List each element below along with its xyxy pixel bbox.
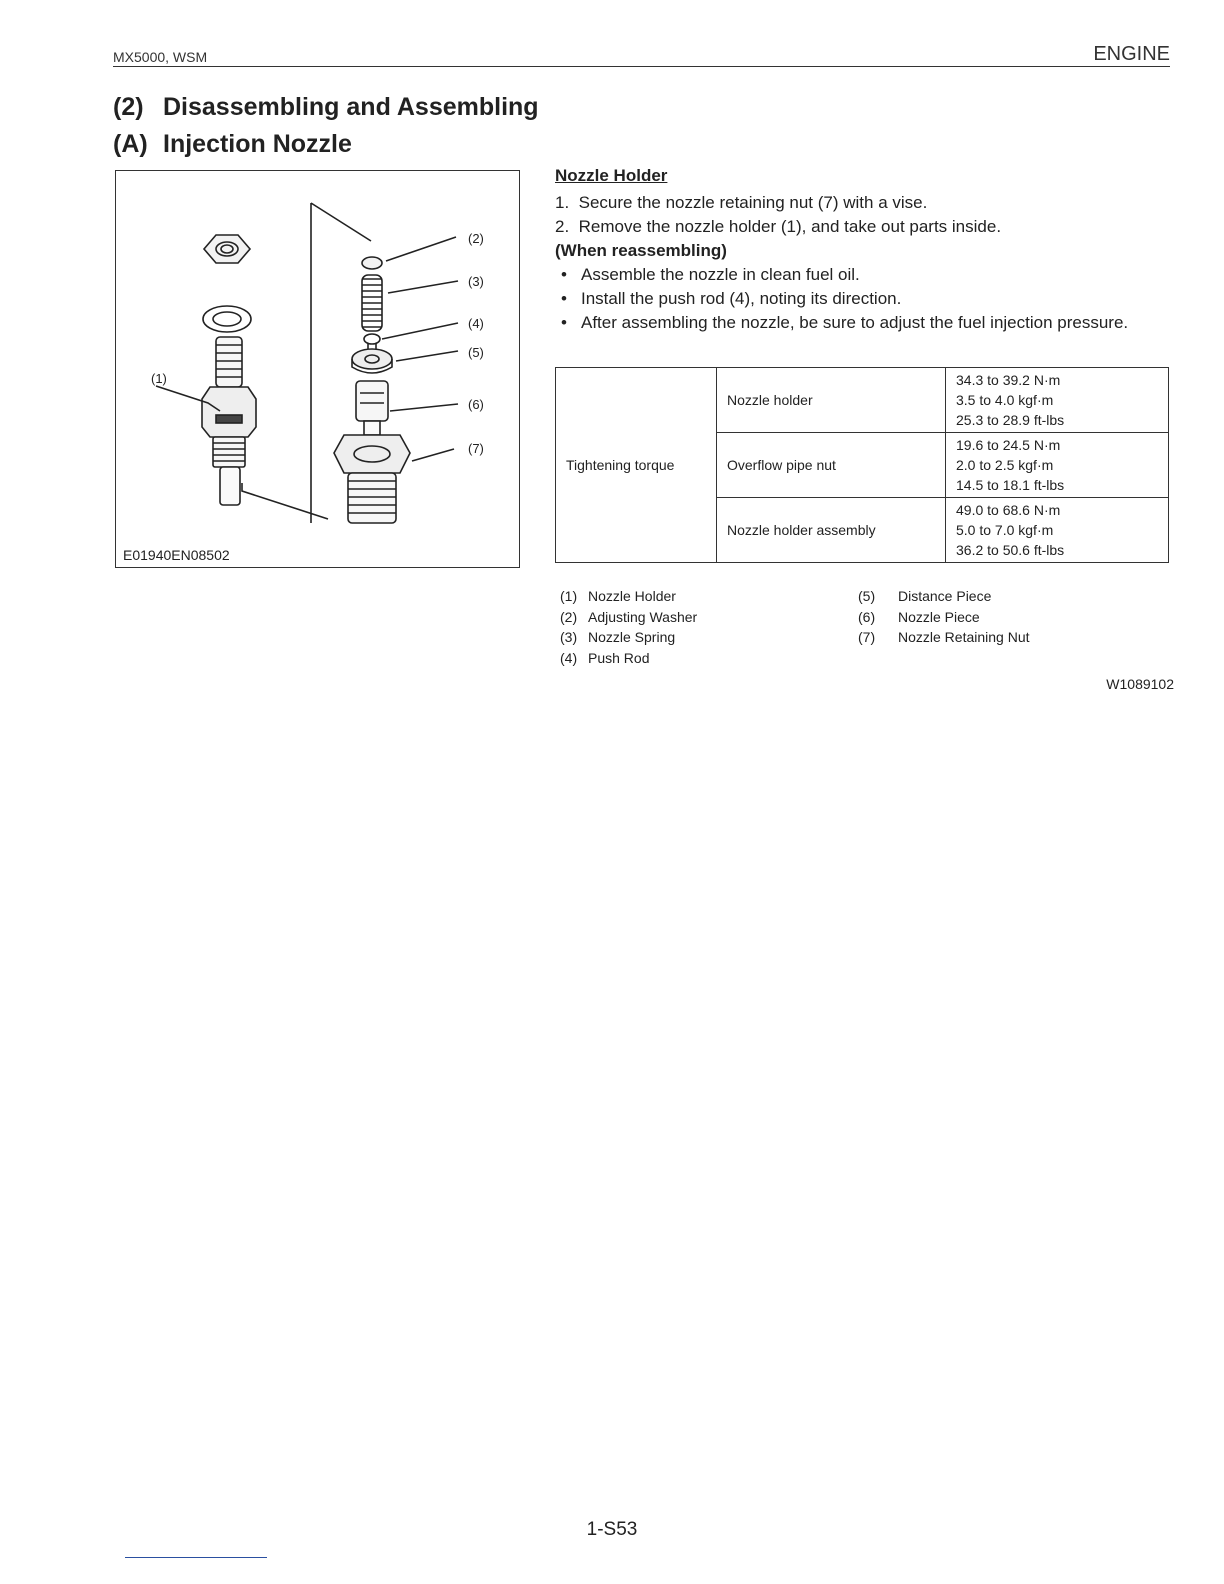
- legend-number: (7): [858, 629, 876, 645]
- callout-1: (1): [151, 371, 167, 386]
- nozzle-holder-drawing: [202, 337, 256, 505]
- legend-label: Push Rod: [588, 649, 650, 666]
- header-manual-name: MX5000, WSM: [113, 49, 208, 65]
- torque-value-kgfm: 2.0 to 2.5 kgf·m: [956, 457, 1054, 473]
- nozzle-exploded-drawing: [116, 171, 519, 567]
- step-number: 2.: [555, 217, 570, 236]
- section-heading: [113, 93, 539, 122]
- subsection-title: Injection Nozzle: [163, 130, 352, 158]
- subsection-number: (A): [113, 130, 148, 158]
- bullet-item: [555, 313, 1175, 333]
- step-number: 1.: [555, 193, 570, 212]
- nozzle-spring-drawing: [362, 275, 382, 331]
- table-row: [556, 368, 1169, 433]
- top-nut-drawing: [204, 235, 250, 263]
- legend-label: Nozzle Piece: [898, 608, 980, 625]
- page-number: 1-S53: [586, 1519, 638, 1540]
- legend-label: Nozzle Holder: [588, 588, 676, 604]
- legend-label: Adjusting Washer: [588, 608, 698, 625]
- torque-item: Nozzle holder: [717, 368, 946, 433]
- torque-value-ftlbs: 25.3 to 28.9 ft-lbs: [956, 412, 1065, 428]
- step-text: Remove the nozzle holder (1), and take out parts inside.: [578, 217, 1002, 236]
- legend-item: [560, 648, 697, 669]
- torque-value-ftlbs: 36.2 to 50.6 ft-lbs: [956, 542, 1065, 558]
- callout-2: (2): [468, 231, 484, 246]
- legend-number: (5): [858, 588, 876, 604]
- legend-number: (3): [560, 629, 578, 645]
- callout-7: (7): [468, 441, 484, 456]
- exploded-view-figure: [115, 170, 520, 568]
- adjusting-washer-drawing: [362, 257, 382, 269]
- torque-value-kgfm: 5.0 to 7.0 kgf·m: [956, 522, 1054, 538]
- reference-code: W1089102: [1106, 676, 1174, 692]
- bullet-text: After assembling the nozzle, be sure to adjust the fuel injection pressure.: [581, 313, 1129, 332]
- callout-5: (5): [468, 345, 484, 360]
- bullet-item: [555, 289, 1175, 309]
- procedure-step: [555, 217, 1175, 237]
- legend-item: [858, 607, 1030, 628]
- section-number: (2): [113, 93, 144, 121]
- step-text: Secure the nozzle retaining nut (7) with a vise.: [578, 193, 928, 212]
- callout-4: (4): [468, 316, 484, 331]
- legend-label: Nozzle Spring: [588, 629, 676, 645]
- bullet-text: Install the push rod (4), noting its direction.: [581, 289, 902, 308]
- legend-number: (2): [560, 608, 578, 625]
- torque-label: Tightening torque: [556, 368, 717, 563]
- torque-value-nm: 49.0 to 68.6 N·m: [956, 502, 1061, 518]
- header-chapter-name: ENGINE: [1093, 43, 1170, 65]
- procedure-step: [555, 193, 1175, 213]
- section-title: Disassembling and Assembling: [163, 93, 539, 121]
- legend-number: (1): [560, 588, 578, 604]
- legend-item: [560, 586, 697, 607]
- torque-values: [946, 433, 1169, 498]
- torque-table: [555, 367, 1169, 563]
- subsection-heading: [113, 130, 352, 159]
- legend-right: [858, 586, 1030, 648]
- reassembling-title: (When reassembling): [555, 241, 727, 260]
- footer-rule: [125, 1557, 267, 1558]
- retaining-nut-drawing: [334, 435, 410, 523]
- torque-value-ftlbs: 14.5 to 18.1 ft-lbs: [956, 477, 1065, 493]
- bullet-text: Assemble the nozzle in clean fuel oil.: [581, 265, 860, 284]
- distance-piece-drawing: [352, 349, 392, 373]
- torque-value-kgfm: 3.5 to 4.0 kgf·m: [956, 392, 1054, 408]
- nozzle-piece-drawing: [356, 381, 388, 435]
- legend-number: (4): [560, 649, 578, 666]
- legend-number: (6): [858, 608, 876, 625]
- bullet-item: [555, 265, 1175, 285]
- torque-item: Nozzle holder assembly: [717, 498, 946, 563]
- bullet-dot: •: [561, 265, 567, 284]
- torque-value-nm: 19.6 to 24.5 N·m: [956, 437, 1061, 453]
- torque-values: [946, 368, 1169, 433]
- legend-item: [858, 586, 1030, 607]
- callout-6: (6): [468, 397, 484, 412]
- torque-value-nm: 34.3 to 39.2 N·m: [956, 372, 1061, 388]
- bullet-dot: •: [561, 289, 567, 308]
- procedure-subtitle: Nozzle Holder: [555, 166, 668, 185]
- legend-label: Nozzle Retaining Nut: [898, 629, 1030, 645]
- legend-item: [560, 607, 697, 628]
- legend-item: [858, 627, 1030, 648]
- torque-item: Overflow pipe nut: [717, 433, 946, 498]
- procedure-block: [555, 166, 1175, 337]
- bullet-dot: •: [561, 313, 567, 332]
- callout-3: (3): [468, 274, 484, 289]
- gasket-drawing: [203, 306, 251, 332]
- legend-item: [560, 627, 697, 648]
- torque-values: [946, 498, 1169, 563]
- legend-label: Distance Piece: [898, 588, 992, 604]
- figure-code: E01940EN08502: [123, 547, 230, 563]
- header-rule: [113, 66, 1170, 67]
- legend-left: [560, 586, 697, 668]
